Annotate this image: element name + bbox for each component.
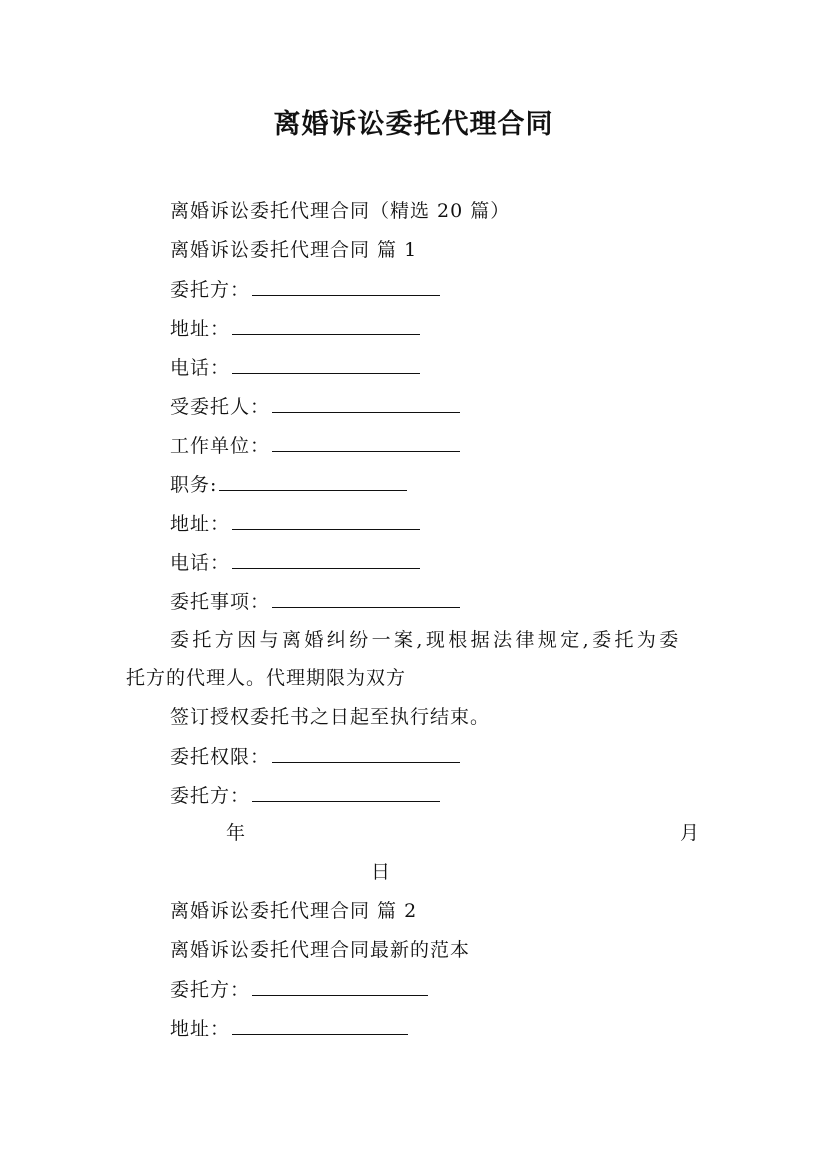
client-phone-field [170, 355, 420, 380]
section2-address-blank [232, 1016, 408, 1035]
date-year: 年 [226, 822, 247, 844]
section2-heading: 离婚诉讼委托代理合同 篇 2 [170, 900, 418, 922]
agent-label: 受委托人： [170, 396, 271, 418]
client-sign-field [170, 783, 440, 808]
document-title: 离婚诉讼委托代理合同 [273, 109, 554, 140]
client-label: 委托方： [170, 279, 251, 301]
matters-label: 委托事项： [170, 591, 271, 613]
agent-phone-field [170, 550, 420, 575]
paragraph-line-2: 托方的代理人。代理期限为双方 [126, 667, 407, 689]
client-address-label: 地址： [170, 318, 231, 340]
agent-blank [272, 394, 460, 413]
position-field [170, 472, 407, 497]
section2-client-label: 委托方： [170, 979, 251, 1001]
client-address-field [170, 316, 420, 341]
date-day: 日 [371, 861, 392, 883]
authority-field [170, 744, 460, 769]
section2-client-field [170, 977, 428, 1002]
paragraph-line-3: 签订授权委托书之日起至执行结束。 [170, 706, 491, 728]
agent-address-blank [232, 511, 420, 530]
work-unit-field [170, 433, 460, 458]
section2-address-label: 地址： [170, 1018, 231, 1040]
agent-phone-blank [232, 550, 420, 569]
section2-subheading: 离婚诉讼委托代理合同最新的范本 [170, 939, 471, 961]
position-label: 职务: [170, 474, 218, 496]
position-blank [219, 472, 407, 491]
matters-field [170, 589, 460, 614]
section1-heading: 离婚诉讼委托代理合同 篇 1 [170, 239, 418, 261]
work-unit-label: 工作单位： [170, 435, 271, 457]
matters-blank [272, 589, 460, 608]
client-field [170, 277, 440, 302]
work-unit-blank [272, 433, 460, 452]
section2-client-blank [252, 977, 428, 996]
section2-address-field [170, 1016, 408, 1041]
client-phone-blank [232, 355, 420, 374]
agent-address-field [170, 511, 420, 536]
client-sign-label: 委托方： [170, 785, 251, 807]
agent-field [170, 394, 460, 419]
paragraph-line-1: 委托方因与离婚纠纷一案,现根据法律规定,委托为委 [170, 629, 682, 651]
client-phone-label: 电话： [170, 357, 231, 379]
authority-blank [272, 744, 460, 763]
document-subtitle: 离婚诉讼委托代理合同（精选 20 篇） [170, 200, 511, 222]
authority-label: 委托权限： [170, 746, 271, 768]
client-address-blank [232, 316, 420, 335]
date-month: 月 [680, 822, 701, 844]
client-blank [252, 277, 440, 296]
client-sign-blank [252, 783, 440, 802]
agent-phone-label: 电话： [170, 552, 231, 574]
agent-address-label: 地址： [170, 513, 231, 535]
